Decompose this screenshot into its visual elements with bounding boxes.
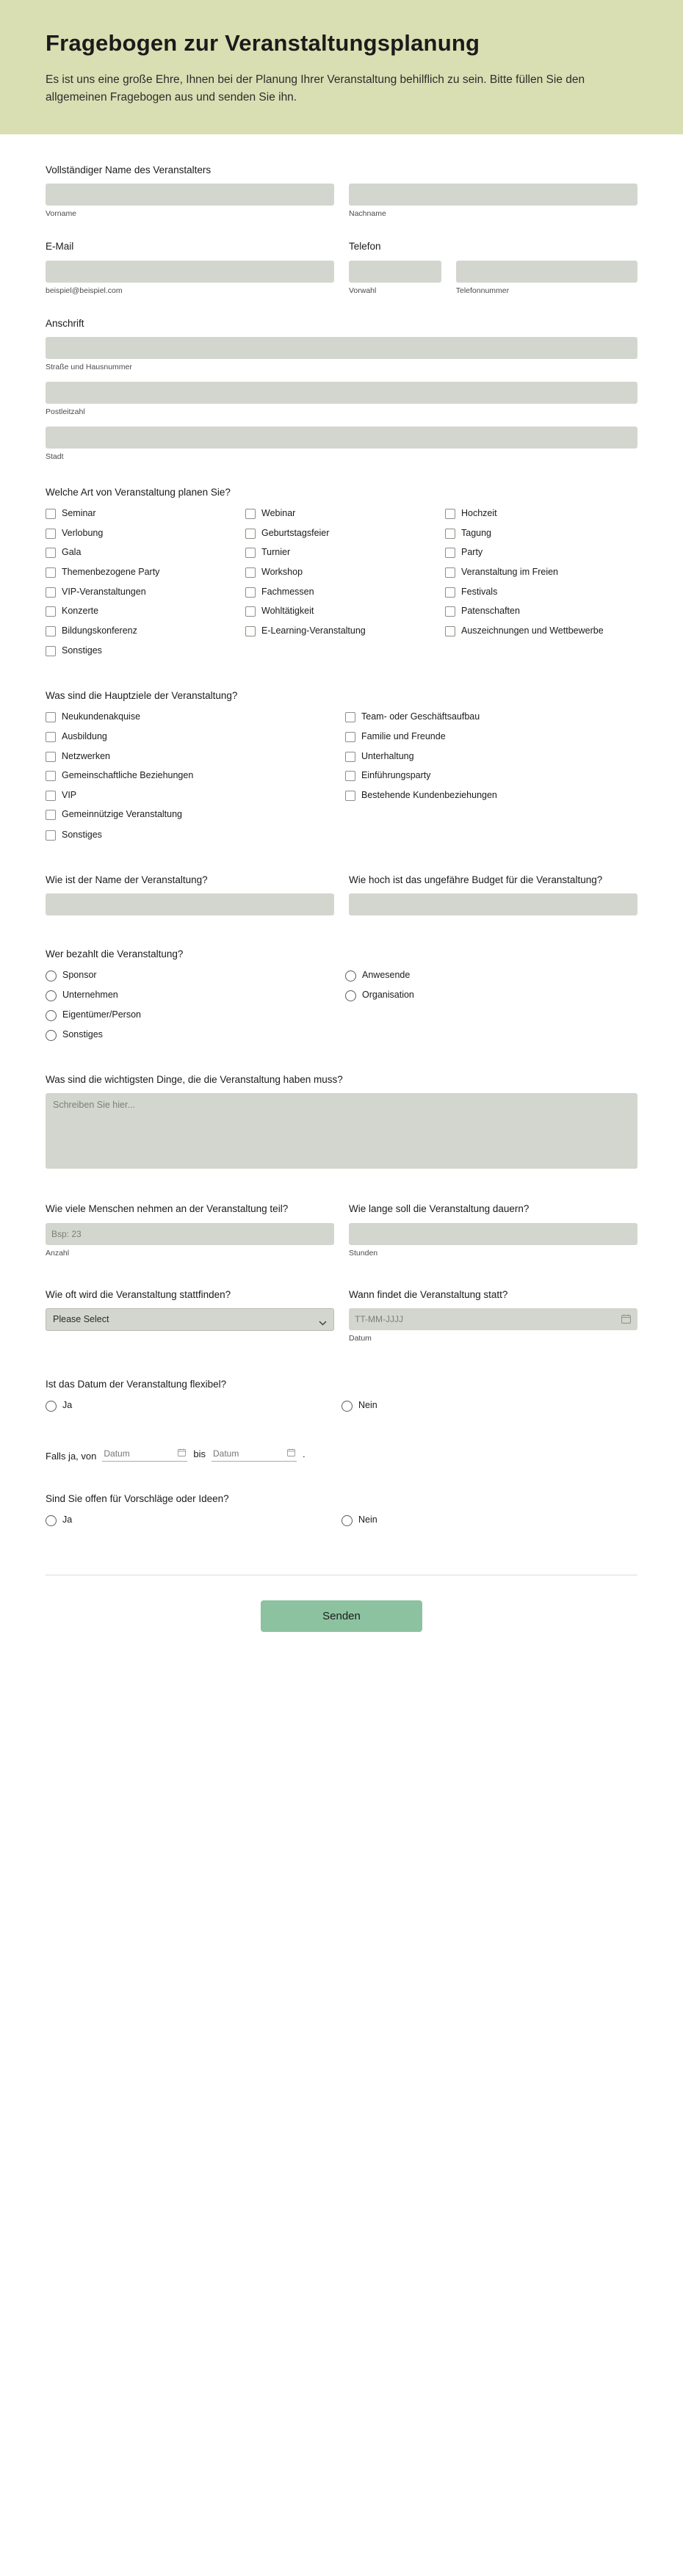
radio-option-no[interactable]	[342, 1400, 637, 1412]
checkbox-icon[interactable]	[445, 529, 455, 539]
page-title: Fragebogen zur Veranstaltungsplanung	[46, 30, 480, 56]
checkbox-icon[interactable]	[245, 509, 256, 519]
goals-options	[46, 711, 637, 821]
checkbox-option[interactable]	[46, 508, 238, 520]
option-label: Tagung	[461, 527, 492, 538]
radio-option[interactable]	[46, 1009, 338, 1021]
option-label: Netzwerken	[62, 750, 110, 761]
radio-option[interactable]	[345, 990, 637, 1001]
attendees-sub-label: Anzahl	[46, 1248, 70, 1258]
checkbox-icon[interactable]	[46, 548, 56, 558]
option-label: Team- oder Geschäftsaufbau	[361, 711, 480, 722]
attendees-input[interactable]	[46, 1223, 334, 1245]
option-label: E-Learning-Veranstaltung	[261, 625, 366, 636]
checkbox-option[interactable]	[46, 751, 338, 763]
field-goals	[46, 689, 637, 841]
checkbox-icon[interactable]	[445, 606, 455, 617]
checkbox-option[interactable]	[445, 547, 637, 559]
checkbox-icon[interactable]	[245, 626, 256, 636]
checkbox-option[interactable]	[46, 606, 238, 617]
duration-group	[349, 1202, 637, 1257]
checkbox-option[interactable]	[245, 547, 438, 559]
duration-label: Wie lange soll die Veranstaltung dauern?	[349, 1203, 530, 1215]
checkbox-icon[interactable]	[345, 712, 355, 722]
option-label: Gala	[62, 547, 82, 558]
option-label: Themenbezogene Party	[62, 566, 160, 577]
option-label: VIP-Veranstaltungen	[62, 586, 146, 597]
checkbox-icon[interactable]	[46, 529, 56, 539]
date-range-from[interactable]	[102, 1447, 187, 1462]
radio-option-yes[interactable]	[46, 1400, 342, 1412]
option-label: Workshop	[261, 566, 303, 577]
option-label: Sonstiges	[62, 1029, 103, 1040]
field-full-name	[46, 164, 637, 218]
checkbox-icon[interactable]	[46, 791, 56, 801]
field-event-type	[46, 486, 637, 657]
option-label: Eigentümer/Person	[62, 1009, 142, 1020]
checkbox-icon[interactable]	[345, 732, 355, 742]
radio-icon[interactable]	[46, 970, 57, 982]
address-label: Anschrift	[46, 317, 84, 329]
address-city-input[interactable]	[46, 427, 637, 449]
phone-number-group	[456, 261, 637, 295]
option-label: Turnier	[261, 547, 291, 558]
open-ideas-options	[46, 1514, 637, 1526]
checkbox-option[interactable]	[46, 625, 238, 637]
checkbox-option-other[interactable]	[46, 830, 637, 841]
option-label: Festivals	[461, 586, 498, 597]
email-label: E-Mail	[46, 241, 74, 253]
checkbox-icon[interactable]	[245, 529, 256, 539]
event-date-input[interactable]	[349, 1308, 637, 1330]
frequency-select[interactable]	[46, 1308, 334, 1331]
flexible-options	[46, 1400, 637, 1412]
option-label: Sonstiges	[62, 645, 102, 656]
option-label: Ausbildung	[62, 730, 107, 741]
checkbox-option[interactable]	[46, 528, 238, 540]
duration-sub-label: Stunden	[349, 1248, 378, 1258]
checkbox-icon[interactable]	[245, 587, 256, 598]
option-label: Nein	[358, 1514, 377, 1525]
checkbox-option[interactable]	[46, 587, 238, 598]
checkbox-option[interactable]	[445, 587, 637, 598]
field-name-budget	[46, 874, 637, 915]
email-input[interactable]	[46, 261, 334, 283]
radio-option[interactable]	[46, 970, 338, 982]
goals-label: Was sind die Hauptziele der Veranstaltung?	[46, 690, 238, 702]
field-open-ideas	[46, 1492, 637, 1526]
form-header	[0, 0, 683, 134]
radio-icon[interactable]	[342, 1515, 353, 1526]
address-zip-sub-label: Postleitzahl	[46, 407, 85, 416]
budget-input[interactable]	[349, 893, 637, 915]
option-label: Webinar	[261, 508, 296, 519]
checkbox-icon[interactable]	[445, 587, 455, 598]
checkbox-option[interactable]	[345, 790, 637, 802]
option-label: Bestehende Kundenbeziehungen	[361, 789, 497, 800]
option-label: Anwesende	[362, 970, 411, 981]
date-range-middle: bis	[193, 1448, 206, 1459]
submit-area	[0, 1575, 683, 1663]
first-name-sub-label: Vorname	[46, 209, 77, 219]
checkbox-option[interactable]	[245, 587, 438, 598]
radio-icon[interactable]	[345, 970, 356, 982]
date-range-to[interactable]	[212, 1447, 297, 1462]
phone-number-input[interactable]	[456, 261, 637, 283]
option-label: Sonstiges	[62, 830, 102, 841]
checkbox-icon[interactable]	[345, 791, 355, 801]
frequency-label: Wie oft wird die Veranstaltung stattfinden?	[46, 1288, 231, 1300]
budget-group	[349, 874, 637, 915]
checkbox-icon[interactable]	[46, 567, 56, 578]
event-name-input[interactable]	[46, 893, 334, 915]
checkbox-option[interactable]	[445, 567, 637, 578]
checkbox-option[interactable]	[445, 625, 637, 637]
option-label: Unternehmen	[62, 990, 118, 1001]
checkbox-icon[interactable]	[46, 732, 56, 742]
option-label: Ja	[62, 1514, 73, 1525]
option-label: Familie und Freunde	[361, 730, 446, 741]
option-label: Sponsor	[62, 970, 97, 981]
option-label: Wohltätigkeit	[261, 606, 314, 617]
budget-label: Wie hoch ist das ungefähre Budget für die Veranstaltung?	[349, 874, 603, 885]
option-label: Unterhaltung	[361, 750, 414, 761]
checkbox-icon[interactable]	[345, 771, 355, 781]
event-type-options	[46, 508, 637, 636]
event-name-group	[46, 874, 334, 915]
email-group	[46, 240, 334, 294]
date-range-to-input[interactable]	[212, 1447, 297, 1462]
email-sub-label: beispiel@beispiel.com	[46, 286, 123, 295]
field-date-range	[46, 1447, 637, 1462]
checkbox-option[interactable]	[46, 731, 338, 743]
option-label: Konzerte	[62, 606, 99, 617]
checkbox-option[interactable]	[46, 711, 338, 723]
event-date-sub-label: Datum	[349, 1333, 372, 1343]
phone-group	[349, 240, 637, 294]
radio-option-no[interactable]	[342, 1514, 637, 1526]
payer-grid-spacer	[345, 1009, 637, 1021]
checkbox-option[interactable]	[245, 606, 438, 617]
option-label: Patenschaften	[461, 606, 520, 617]
attendees-group	[46, 1202, 334, 1257]
payer-label: Wer bezahlt die Veranstaltung?	[46, 948, 184, 959]
option-label: Einführungsparty	[361, 770, 431, 781]
checkbox-icon[interactable]	[245, 548, 256, 558]
option-label: Ja	[62, 1400, 73, 1410]
checkbox-icon[interactable]	[46, 606, 56, 617]
checkbox-option[interactable]	[345, 751, 637, 763]
checkbox-icon[interactable]	[245, 567, 256, 578]
option-label: Gemeinnützige Veranstaltung	[62, 809, 182, 820]
radio-option[interactable]	[345, 970, 637, 982]
field-email-phone	[46, 240, 637, 294]
checkbox-option[interactable]	[445, 528, 637, 540]
option-label: Nein	[358, 1400, 377, 1410]
checkbox-icon[interactable]	[445, 509, 455, 519]
checkbox-option[interactable]	[245, 625, 438, 637]
submit-button[interactable]: Senden	[261, 1600, 422, 1632]
option-label: Organisation	[362, 990, 414, 1001]
field-frequency-date	[46, 1288, 637, 1343]
checkbox-icon[interactable]	[46, 626, 56, 636]
event-name-label: Wie ist der Name der Veranstaltung?	[46, 874, 208, 885]
checkbox-option-other[interactable]	[46, 645, 637, 657]
open-ideas-label: Sind Sie offen für Vorschläge oder Ideen?	[46, 1493, 229, 1504]
radio-icon[interactable]	[46, 990, 57, 1001]
checkbox-icon[interactable]	[46, 771, 56, 781]
checkbox-option[interactable]	[345, 770, 637, 782]
frequency-group	[46, 1288, 334, 1343]
radio-icon[interactable]	[46, 1010, 57, 1021]
checkbox-option[interactable]	[445, 508, 637, 520]
checkbox-icon[interactable]	[445, 548, 455, 558]
option-label: Geburtstagsfeier	[261, 527, 330, 538]
radio-icon[interactable]	[46, 1401, 57, 1412]
full-name-label: Vollständiger Name des Veranstalters	[46, 164, 212, 176]
form-intro-text: Es ist uns eine große Ehre, Ihnen bei der Planung Ihrer Veranstaltung behilflich zu sein. Bitte füllen Sie den allgemeinen Fragebogen aus und senden Sie ihn.	[46, 73, 585, 104]
radio-icon[interactable]	[46, 1030, 57, 1041]
attendees-label: Wie viele Menschen nehmen an der Veranstaltung teil?	[46, 1203, 289, 1215]
flexible-label: Ist das Datum der Veranstaltung flexibel?	[46, 1378, 227, 1390]
checkbox-option[interactable]	[46, 809, 338, 821]
field-flexible	[46, 1378, 637, 1412]
option-label: Party	[461, 547, 483, 558]
last-name-input[interactable]	[349, 184, 637, 206]
checkbox-option[interactable]	[46, 770, 338, 782]
option-label: Auszeichnungen und Wettbewerbe	[461, 625, 604, 636]
radio-icon[interactable]	[342, 1401, 353, 1412]
checkbox-icon[interactable]	[46, 587, 56, 598]
checkbox-icon[interactable]	[46, 712, 56, 722]
checkbox-option[interactable]	[46, 790, 338, 802]
checkbox-icon[interactable]	[46, 752, 56, 762]
date-range-from-input[interactable]	[102, 1447, 187, 1462]
option-label: VIP	[62, 789, 77, 800]
address-street-sub-label: Straße und Hausnummer	[46, 362, 132, 371]
checkbox-icon[interactable]	[445, 567, 455, 578]
option-label: Hochzeit	[461, 508, 497, 519]
field-address	[46, 317, 637, 461]
option-label: Gemeinschaftliche Beziehungen	[62, 770, 194, 781]
must-have-label: Was sind die wichtigsten Dinge, die die Veranstaltung haben muss?	[46, 1074, 343, 1086]
option-label: Neukundenakquise	[62, 711, 141, 722]
checkbox-icon[interactable]	[245, 606, 256, 617]
phone-area-sub-label: Vorwahl	[349, 286, 377, 295]
field-payer	[46, 948, 637, 1041]
event-date-label: Wann findet die Veranstaltung statt?	[349, 1288, 508, 1300]
last-name-group	[349, 184, 637, 218]
radio-option[interactable]	[46, 990, 338, 1001]
checkbox-option[interactable]	[46, 547, 238, 559]
phone-area-input[interactable]	[349, 261, 441, 283]
checkbox-icon[interactable]	[345, 752, 355, 762]
checkbox-icon[interactable]	[46, 509, 56, 519]
checkbox-icon[interactable]	[46, 810, 56, 820]
radio-option-yes[interactable]	[46, 1514, 342, 1526]
option-label: Fachmessen	[261, 586, 314, 597]
checkbox-icon[interactable]	[445, 626, 455, 636]
field-attendees-duration	[46, 1202, 637, 1257]
last-name-sub-label: Nachname	[349, 209, 386, 219]
checkbox-icon[interactable]	[46, 646, 56, 656]
option-label: Seminar	[62, 508, 96, 519]
address-city-sub-label: Stadt	[46, 451, 64, 461]
checkbox-option[interactable]	[245, 567, 438, 578]
field-must-have	[46, 1073, 637, 1169]
phone-number-sub-label: Telefonnummer	[455, 286, 510, 295]
checkbox-option[interactable]	[245, 528, 438, 540]
first-name-group	[46, 184, 334, 218]
option-label: Bildungskonferenz	[62, 625, 137, 636]
event-type-label: Welche Art von Veranstaltung planen Sie?	[46, 486, 231, 498]
option-label: Verlobung	[62, 527, 104, 538]
event-date-group	[349, 1288, 637, 1343]
radio-option[interactable]	[46, 1029, 338, 1041]
checkbox-icon[interactable]	[46, 830, 56, 841]
payer-options	[46, 970, 637, 1041]
first-name-input[interactable]	[46, 184, 334, 206]
duration-input[interactable]	[349, 1223, 637, 1245]
radio-icon[interactable]	[46, 1515, 57, 1526]
address-street-input[interactable]	[46, 337, 637, 359]
radio-icon[interactable]	[345, 990, 356, 1001]
checkbox-option[interactable]	[245, 508, 438, 520]
phone-label: Telefon	[349, 241, 381, 253]
address-zip-input[interactable]	[46, 382, 637, 404]
checkbox-option[interactable]	[345, 731, 637, 743]
must-have-textarea[interactable]	[46, 1093, 637, 1169]
checkbox-option[interactable]	[46, 567, 238, 578]
phone-area-group	[349, 261, 441, 295]
checkbox-option[interactable]	[445, 606, 637, 617]
date-range-prefix: Falls ja, von	[46, 1451, 97, 1462]
checkbox-option[interactable]	[345, 711, 637, 723]
form-body	[0, 134, 683, 1556]
option-label: Veranstaltung im Freien	[461, 566, 559, 577]
date-range-suffix: .	[303, 1448, 306, 1459]
